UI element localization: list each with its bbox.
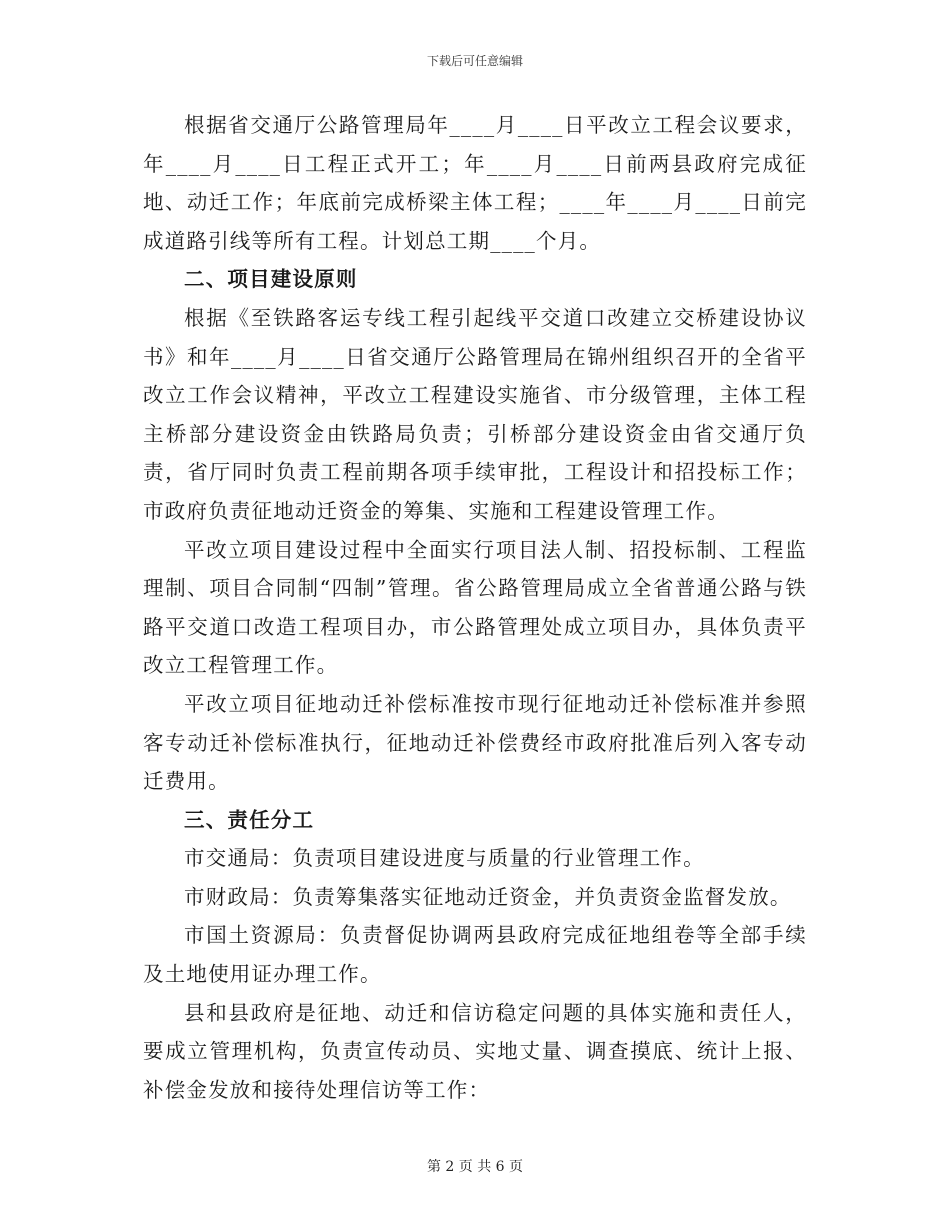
paragraph-transport-bureau: 市交通局：负责项目建设进度与质量的行业管理工作。 [184,846,705,871]
paragraph-schedule: 根据省交通厅公路管理局年____月____日平改立工程会议要求，年____月____日工程正式开工；年____月____日前两县政府完成征地、动迁工作；年底前完成桥梁主体工程；____年____月____日前完成道路引线等所有工程。计划总工期____个月。 [143,113,807,253]
paragraph-land-bureau: 市国土资源局：负责督促协调两县政府完成征地组卷等全部手续及土地使用证办理工作。 [143,923,807,987]
paragraph-four-systems: 平改立项目建设过程中全面实行项目法人制、招投标制、工程监理制、项目合同制“四制”管理。省公路管理局成立全省普通公路与铁路平交道口改造工程项目办，市公路管理处成立项目办，具体负责平改立工程管理工作。 [143,537,807,678]
paragraph-finance-bureau: 市财政局：负责筹集落实征地动迁资金，并负责资金监督发放。 [184,884,792,909]
paragraph-county-government: 县和县政府是征地、动迁和信访稳定问题的具体实施和责任人，要成立管理机构，负责宣传动员、实地丈量、调查摸底、统计上报、补偿金发放和接待处理信访等工作： [143,1000,807,1102]
page-number: 第 2 页 共 6 页 [426,1159,524,1175]
section-heading-principles: 二、项目建设原则 [184,267,358,292]
paragraph-principles: 根据《至铁路客运专线工程引起线平交道口改建立交桥建设协议书》和年____月____日省交通厅公路管理局在锦州组织召开的全省平改立工作会议精神，平改立工程建设实施省、市分级管理，主体工程主桥部分建设资金由铁路局负责；引桥部分建设资金由省交通厅负责，省厅同时负责工程前期各项手续审批，工程设计和招投标工作；市政府负责征地动迁资金的筹集、实施和工程建设管理工作。 [143,305,807,523]
section-heading-responsibilities: 三、责任分工 [184,807,315,832]
document-body [143,106,807,1109]
paragraph-compensation: 平改立项目征地动迁补偿标准按市现行征地动迁补偿标准并参照客专动迁补偿标准执行，征地动迁补偿费经市政府批准后列入客专动迁费用。 [143,691,807,794]
page-header: 下载后可任意编辑 [426,54,523,68]
